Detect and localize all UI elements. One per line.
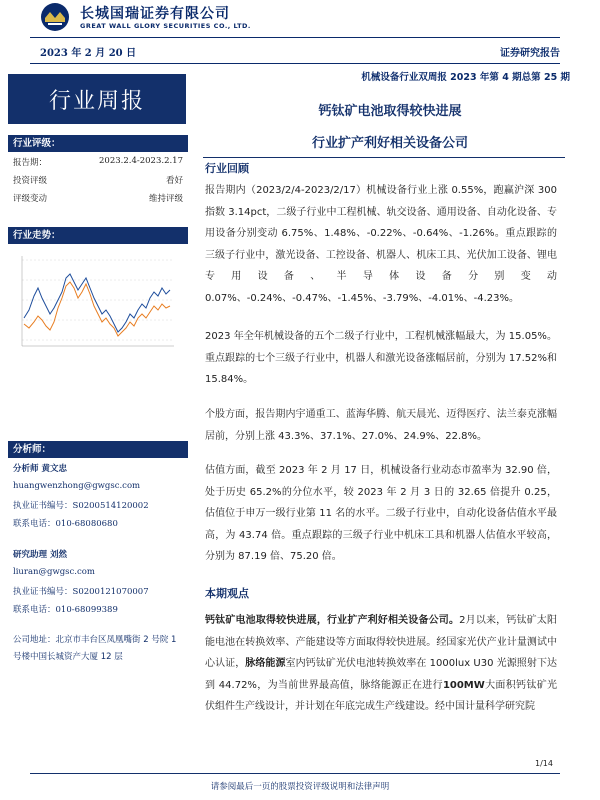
company-address: 公司地址：北京市丰台区凤凰嘴街 2 号院 1 号楼中国长城资产大厦 12 层 bbox=[13, 635, 177, 662]
analyst-phone: 联系电话：010-68080680 bbox=[13, 519, 118, 529]
view-bold-capacity: 100MW bbox=[442, 679, 485, 691]
rating-row-change bbox=[13, 192, 183, 206]
view-bold-company: 脉络能源 bbox=[245, 658, 286, 669]
rating-row-label: 报告期： bbox=[13, 158, 48, 168]
series-line-b bbox=[24, 282, 170, 336]
rating-row-investment bbox=[13, 174, 183, 188]
headline-primary: 钙钛矿电池取得较快进展 bbox=[318, 104, 462, 119]
paragraph-annual-performance: 2023 年全年机械设备的五个二级子行业中，工程机械涨幅最大，为 15.05%。重点跟踪的七个三级子行业中，机器人和激光设备涨幅居前，分别为 17.52%和 15.84%。 bbox=[205, 331, 557, 385]
report-date: 2023 年 2 月 20 日 bbox=[40, 48, 137, 59]
paragraph-review-overview: 报告期内（2023/2/4-2023/2/17）机械设备行业上涨 0.55%，跑赢沪深 300 指数 3.14pct，二级子行业中工程机械、轨交设备、通用设备、自动化设备、专用设备分别变动 6.75%、1.48%、-0.22%、-0.64%、-1.26%。重点跟踪的三级子行业中，激光设备、工控设备、机器人、机床工具、光伏加工设备、锂电专用设备、半导体设备分别变动 0.07%、-0.24%、-0.47%、-1.45%、-3.79%、-4.01%、-4.23%。 bbox=[205, 185, 557, 304]
chart-gridlines bbox=[22, 260, 174, 340]
header-divider bbox=[30, 37, 560, 38]
main-divider bbox=[203, 157, 565, 158]
report-category-title: 行业周报 bbox=[8, 74, 186, 124]
assistant-name: 研究助理 刘然 bbox=[13, 550, 67, 560]
headline-secondary: 行业扩产利好相关设备公司 bbox=[311, 136, 468, 151]
footer-divider bbox=[30, 773, 560, 774]
report-type: 证券研究报告 bbox=[500, 48, 560, 59]
section-title-review: 行业回顾 bbox=[205, 162, 249, 175]
rating-row-value: 维持评级 bbox=[148, 194, 183, 204]
rating-row-label: 评级变动 bbox=[13, 194, 48, 204]
rating-row-value: 2023.2.4-2023.2.17 bbox=[99, 156, 183, 166]
issue-info: 机械设备行业双周报 2023 年第 4 期总第 25 期 bbox=[361, 72, 570, 83]
paragraph-valuation: 估值方面，截至 2023 年 2 月 17 日，机械设备行业动态市盈率为 32.90 倍，处于历史 65.2%的分位水平，较 2023 年 2 月 3 日的 32.65 倍提升 0.25，估值位于申万一级行业第 11 名的水平。二级子行业中，自动化设备估值水平最高，为 43.74 倍。重点跟踪的三级子行业中机床工具和机器人估值水平较高，分别为 87.19 倍、75.20 倍。 bbox=[205, 465, 557, 562]
analyst-section-header: 分析师： bbox=[8, 441, 188, 458]
assistant-phone: 联系电话：010-68099389 bbox=[13, 605, 118, 615]
assistant-email[interactable]: liuran@gwgsc.com bbox=[13, 567, 95, 577]
rating-row-label: 投资评级 bbox=[13, 176, 48, 186]
trend-section-header: 行业走势： bbox=[8, 227, 188, 244]
rating-row-value: 看好 bbox=[165, 176, 183, 186]
chart-tick-marks bbox=[22, 256, 174, 346]
rating-row-period bbox=[13, 156, 183, 170]
assistant-license: 执业证书编号：S0200121070007 bbox=[13, 587, 149, 597]
paragraph-view bbox=[205, 610, 557, 718]
paragraph-stocks: 个股方面，报告期内宇通重工、蓝海华腾、航天晨光、迈得医疗、法兰泰克涨幅居前，分别上涨 43.3%、37.1%、27.0%、24.9%、22.8%。 bbox=[205, 409, 557, 442]
analyst-email[interactable]: huangwenzhong@gwgsc.com bbox=[13, 481, 141, 491]
view-text-c: 室内钙钛矿光伏电池转换效率在 1000lux U30 光源照射下达到 44.72%，为当前世界最高值，脉络能源正在进行 bbox=[205, 658, 558, 691]
view-text-d: 大面积钙钛矿光伏组件生产线设计，并计划在年底完成生产线建设。经中国计量科学研究院 bbox=[205, 679, 558, 712]
page-number: 1/14 bbox=[535, 759, 553, 768]
company-logo-icon bbox=[40, 2, 70, 32]
industry-trend-chart bbox=[14, 248, 179, 360]
analyst-name: 分析师 黄文忠 bbox=[13, 464, 67, 474]
footer-disclaimer: 请参阅最后一页的股票投资评级说明和法律声明 bbox=[210, 782, 390, 792]
series-line-a bbox=[24, 274, 170, 332]
analyst-license: 执业证书编号：S0200514120002 bbox=[13, 501, 149, 511]
company-name-cn: 长城国瑞证券有限公司 bbox=[80, 6, 230, 22]
rating-section-header: 行业评级： bbox=[8, 135, 188, 152]
header-divider-2 bbox=[30, 63, 560, 64]
section-title-view: 本期观点 bbox=[205, 587, 249, 600]
view-text-a: 2月以来，钙钛矿太阳能电池在转换效率、产能建设等方面取得较快进展。经国家光伏产业计量测试中心认证， bbox=[205, 615, 557, 669]
company-name-en: GREAT WALL GLORY SECURITIES CO., LTD. bbox=[80, 22, 251, 30]
view-lead-bold: 钙钛矿电池取得较快进展，行业扩产利好相关设备公司。 bbox=[205, 615, 460, 626]
